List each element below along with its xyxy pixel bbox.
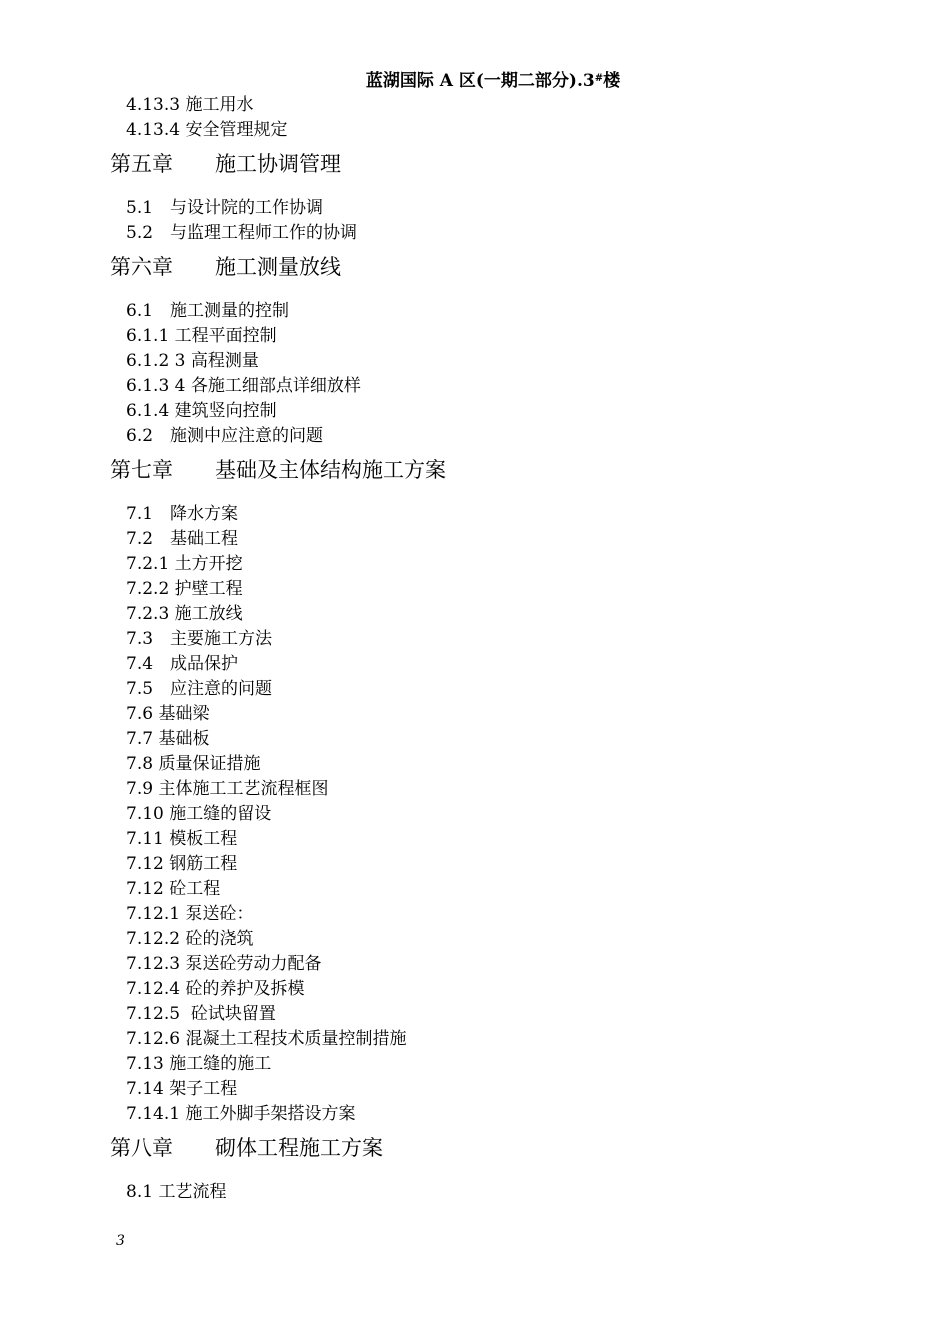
toc-entry: 7.14 架子工程	[126, 1079, 238, 1099]
toc-entry: 7.10 施工缝的留设	[126, 804, 272, 824]
toc-entry: 6.1.4 建筑竖向控制	[126, 401, 277, 421]
toc-entry: 7.2.2 护壁工程	[126, 579, 243, 599]
toc-entry: 7.12.5 砼试块留置	[126, 1004, 276, 1024]
chapter-heading: 第五章 施工协调管理	[110, 152, 341, 176]
toc-entry: 7.12.2 砼的浇筑	[126, 929, 254, 949]
toc-entry: 7.7 基础板	[126, 729, 210, 749]
toc-entry: 7.8 质量保证措施	[126, 754, 261, 774]
header-title-superscript: #	[594, 73, 604, 84]
toc-entry: 6.1.1 工程平面控制	[126, 326, 277, 346]
toc-entry: 7.12.3 泵送砼劳动力配备	[126, 954, 322, 974]
chapter-heading: 第七章 基础及主体结构施工方案	[110, 458, 446, 482]
chapter-heading: 第八章 砌体工程施工方案	[110, 1136, 383, 1160]
toc-entry: 6.1 施工测量的控制	[126, 301, 290, 321]
toc-entry: 7.6 基础梁	[126, 704, 210, 724]
toc-entry: 6.1.3 4 各施工细部点详细放样	[126, 376, 361, 396]
toc-entry: 7.9 主体施工工艺流程框图	[126, 779, 329, 799]
toc-entry: 7.12 钢筋工程	[126, 854, 238, 874]
toc-entry: 4.13.4 安全管理规定	[126, 120, 288, 140]
toc-entry: 6.1.2 3 高程测量	[126, 351, 259, 371]
toc-entry: 7.12.4 砼的养护及拆模	[126, 979, 305, 999]
toc-entry: 7.12.1 泵送砼：	[126, 904, 254, 924]
header-title-end: 楼	[603, 71, 621, 91]
toc-entry: 7.12 砼工程	[126, 879, 221, 899]
page-number: 3	[116, 1233, 125, 1249]
toc-entry: 5.1 与设计院的工作协调	[126, 198, 324, 218]
toc-entry: 7.13 施工缝的施工	[126, 1054, 272, 1074]
header-title-main: 蓝湖国际 A 区(一期二部分).3	[365, 71, 595, 91]
toc-entry: 7.2 基础工程	[126, 529, 239, 549]
toc-entry: 7.12.6 混凝土工程技术质量控制措施	[126, 1029, 407, 1049]
toc-entry: 7.14.1 施工外脚手架搭设方案	[126, 1104, 356, 1124]
toc-entry: 7.5 应注意的问题	[126, 679, 273, 699]
toc-entry: 7.1 降水方案	[126, 504, 239, 524]
toc-entry: 7.11 模板工程	[126, 829, 238, 849]
document-header-title	[0, 69, 950, 93]
toc-entry: 7.2.3 施工放线	[126, 604, 243, 624]
toc-entry: 7.4 成品保护	[126, 654, 239, 674]
toc-entry: 6.2 施测中应注意的问题	[126, 426, 324, 446]
toc-entry: 5.2 与监理工程师工作的协调	[126, 223, 358, 243]
toc-entry: 8.1 工艺流程	[126, 1182, 227, 1202]
toc-entry: 7.3 主要施工方法	[126, 629, 273, 649]
chapter-heading: 第六章 施工测量放线	[110, 255, 341, 279]
toc-entry: 4.13.3 施工用水	[126, 95, 254, 115]
toc-entry: 7.2.1 土方开挖	[126, 554, 243, 574]
